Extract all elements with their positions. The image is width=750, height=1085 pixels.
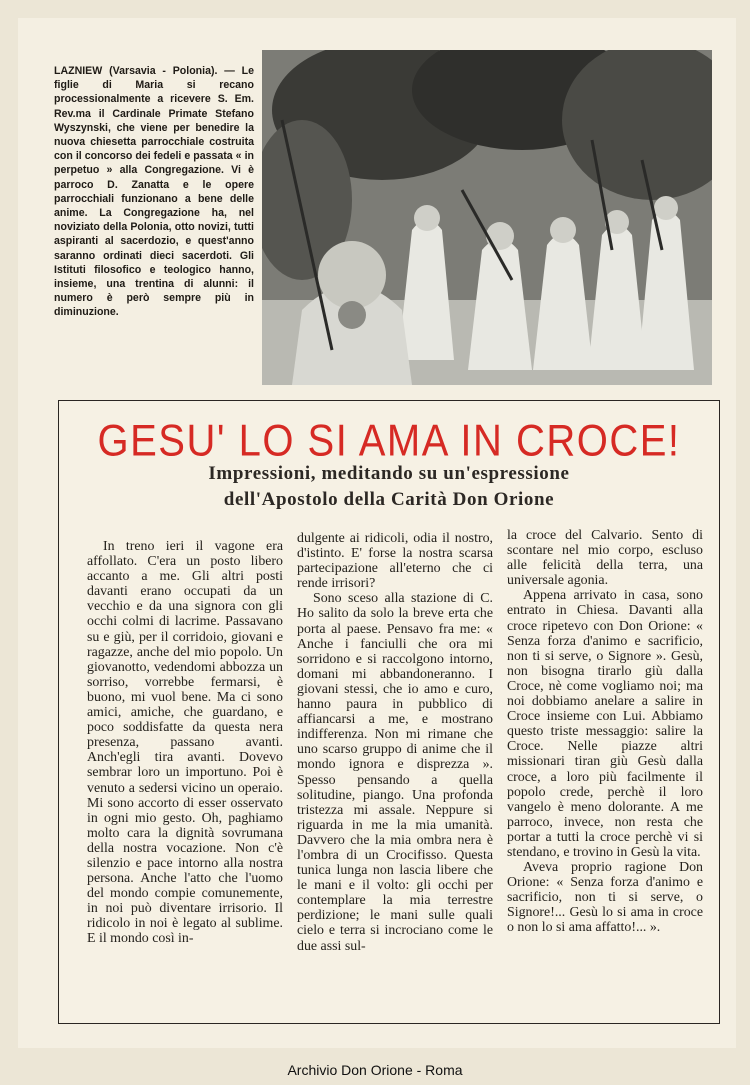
article-column-2 <box>297 531 493 954</box>
article-column-1 <box>87 539 283 947</box>
article-subtitle-line2: dell'Apostolo della Carità Don Orione <box>223 489 555 510</box>
article-column-3 <box>507 528 703 936</box>
paragraph: Appena arrivato in casa, sono entrato in Chiesa. Davanti alla croce ripetevo con Don Orione: « Senza forza d'animo e sacrificio, non ti si serve, o Signore ». Gesù, non bisogna tirarlo giù dalla Croce, nè come vogliamo noi; ma noi dobbiamo anelare a salire in Croce insieme con Lui. Abbiamo questo triste messaggio: salire la Croce. Nelle piazze altri missionari tiran giù Gesù dalla croce, a loro più facilmente il popolo crede, perchè il loro vangelo è meno dolorante. A me parroco, invece, non resta che portar a tutti la croce perchè vi si stendano, e trovino in Gesù la vita. <box>507 588 703 860</box>
procession-photo-icon <box>262 50 712 385</box>
caption-text: (Varsavia - Polonia). — Le figlie di Maria si recano processionalmente a ricevere S. Em. Rev.ma il Cardinale Primate Stefano Wyszynski, che viene per benedire la nuova chiesetta parrocchiale costruita con il concorso dei fedeli e passata « in perpetuo » alla Congregazione. Vi è parroco D. Zanatta e le opere parrocchiali funzionano a bene delle anime. La Congregazione ha, nel noviziato della Polonia, otto novizi, tutti aspiranti al sacerdozio, e quest'anno saranno ordinati dieci sacerdoti. Gli Istituti filosofico e teologico hanno, insieme, una trentina di alunni: il numero è però sempre più in diminuzione. <box>54 65 254 319</box>
paragraph: Aveva proprio ragione Don Orione: « Senza forza d'animo e sacrificio, non ti si serve, o Signore!... Gesù lo si ama in croce o non lo si ama affatto!... ». <box>507 860 703 936</box>
article-frame <box>58 400 720 1024</box>
photo-caption <box>54 64 254 320</box>
procession-photo <box>262 50 712 385</box>
paragraph: In treno ieri il vagone era affollato. C'era un posto libero accanto a me. Gli altri posti davanti erano occupati da un vecchio e da una signora con gli occhi colmi di lacrime. Passavano su e giù, per il corridoio, giovani e ragazze, anche del mio popolo. Un giovanotto, vedendomi abbozza un sorriso, vorrebbe fermarsi, è buono, mi vuol bene. Ma ci sono amici, amiche, che guardano, e poco soddisfatte da questa nera presenza, passano avanti. Anch'egli tira avanti. Dovevo sembrar loro un importuno. Poi è venuto a sedersi vicino un operaio. Mi sono accorto di esser osservato in ogni mio gesto. Oh, paghiamo molto cara la dignità sovrumana della nostra vocazione. Non c'è silenzio e pace intorno alla nostra persona. Anche l'atto che l'uomo del mondo compie comunemente, in noi può diventare irrisorio. Il ridicolo in noi è legato al sublime. E il mondo così in- <box>87 539 283 947</box>
article-title: GESU' LO SI AMA IN CROCE! <box>97 416 681 466</box>
paragraph: dulgente ai ridicoli, odia il nostro, d'istinto. E' forse la nostra scarsa partecipazione all'eterno che ci rende irrisori? <box>297 531 493 592</box>
archive-footer: Archivio Don Orione - Roma <box>287 1062 463 1078</box>
paragraph: la croce del Calvario. Sento di scontare nel mio corpo, escluso alle felicità della terra, una universale agonia. <box>507 528 703 589</box>
caption-place: LAZNIEW <box>54 65 103 77</box>
paragraph: Sono sceso alla stazione di C. Ho salito da solo la breve erta che porta al paese. Pensavo fra me: « Anche i fanciulli che ora mi sorridono e si raccolgono intorno, domani mi abbandoneranno. I giovani stessi, che io amo e curo, hanno paura in pubblico di affiancarsi a me, e mostrano indifferenza. Non mi rimane che uno scarso gruppo di anime che il mondo ignora e disprezza ». Spesso pensando a quella solitudine, piango. Una profonda tristezza mi assale. Neppure si riguarda in me la mia umanità. Davvero che la mia ombra nera è l'ombra di un Crocifisso. Questa tunica lunga non lascia libere che le mani e il volto: gli occhi per contemplare la mia terrestre perdizione; le mani sulle quali cielo e terra si incrociano come le due assi sul- <box>297 591 493 954</box>
article-subtitle-line1: Impressioni, meditando su un'espressione <box>208 463 570 484</box>
